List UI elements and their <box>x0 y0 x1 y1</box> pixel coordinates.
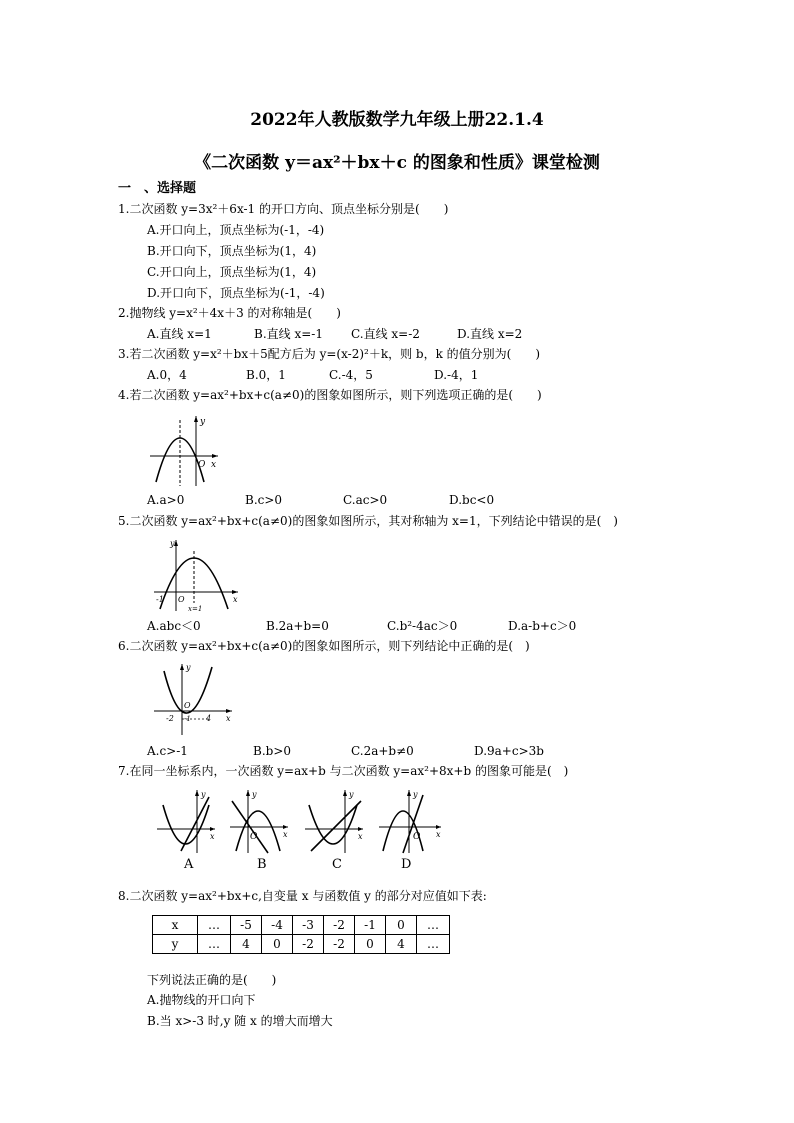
x-label: x <box>436 830 441 839</box>
table-cell: -2 <box>293 935 324 954</box>
q7-label-d: D <box>401 857 412 872</box>
q3-option-b: B.0，1 <box>246 368 286 382</box>
page-title: 2022年人教版数学九年级上册22.1.4 <box>250 110 544 130</box>
table-row-y <box>153 935 450 954</box>
q6-option-d: D.9a+c>3b <box>474 744 544 758</box>
x-label: x <box>233 595 238 604</box>
q1-option-b: B.开口向下，顶点坐标为(1，4) <box>147 244 317 258</box>
q6-option-a: A.c>-1 <box>147 744 188 758</box>
q4-option-d: D.bc<0 <box>449 493 495 507</box>
q7-stem: 7.在同一坐标系内，一次函数 y=ax+b 与二次函数 y=ax²+8x+b 的图象可能是( ) <box>118 764 569 778</box>
y-label: y <box>413 790 418 799</box>
q6-option-c: C.2a+b≠0 <box>351 744 414 758</box>
q7-graph-b <box>228 787 290 855</box>
q7-graph-c <box>303 787 365 855</box>
x-label: x <box>226 714 231 723</box>
table-cell: -4 <box>262 916 293 935</box>
table-row-x <box>153 916 450 935</box>
table-cell: -2 <box>324 935 355 954</box>
table-cell: x <box>153 916 198 935</box>
line <box>181 797 209 851</box>
q7-graph-d <box>377 787 443 855</box>
q1-option-c: C.开口向上，顶点坐标为(1，4) <box>147 265 317 279</box>
table-cell: -3 <box>293 916 324 935</box>
table-cell: … <box>198 935 231 954</box>
q7-graph-a <box>155 787 217 855</box>
y-axis-arrow <box>180 664 184 670</box>
x-axis-arrow <box>226 709 232 713</box>
q3-option-a: A.0，4 <box>147 368 187 382</box>
q1-option-a: A.开口向上，顶点坐标为(-1，-4) <box>147 223 325 237</box>
q3-option-d: D.-4，1 <box>434 368 479 382</box>
q5-graph <box>150 537 240 613</box>
origin-label: O <box>184 701 191 710</box>
q8-value-table <box>152 915 450 954</box>
table-cell: -2 <box>324 916 355 935</box>
q4-stem: 4.若二次函数 y=ax²+bx+c(a≠0)的图象如图所示，则下列选项正确的是( ) <box>118 388 542 402</box>
q6-graph <box>150 661 235 737</box>
table-cell: … <box>198 916 231 935</box>
q4-option-a: A.a>0 <box>147 493 185 507</box>
q2-option-b: B.直线 x=-1 <box>254 327 323 341</box>
x-axis-arrow <box>212 454 218 458</box>
q2-option-c: C.直线 x=-2 <box>351 327 420 341</box>
q1-stem: 1.二次函数 y=3x²＋6x-1 的开口方向、顶点坐标分别是( ) <box>118 202 449 216</box>
x-label: x <box>211 460 217 470</box>
x-axis-arrow <box>232 590 238 594</box>
parabola <box>309 805 357 844</box>
q1-option-d: D.开口向下，顶点坐标为(-1，-4) <box>147 286 325 300</box>
q7-label-b: B <box>257 857 267 872</box>
origin-label: O <box>178 595 185 604</box>
q3-option-c: C.-4，5 <box>329 368 373 382</box>
y-axis-arrow <box>174 540 178 546</box>
neg2-label: -2 <box>166 714 174 723</box>
q5-option-c: C.b²-4ac＞0 <box>387 619 458 633</box>
q2-option-a: A.直线 x=1 <box>147 327 212 341</box>
q6-option-b: B.b>0 <box>253 744 292 758</box>
table-cell: 4 <box>386 935 417 954</box>
table-cell: 0 <box>262 935 293 954</box>
axis-label: x=1 <box>188 605 203 613</box>
q7-label-c: C <box>332 857 342 872</box>
y-label: y <box>170 539 175 548</box>
x-label: x <box>210 832 215 841</box>
line <box>403 795 423 853</box>
x-label: x <box>283 830 288 839</box>
table-cell: -1 <box>355 916 386 935</box>
q5-stem: 5.二次函数 y=ax²+bx+c(a≠0)的图象如图所示，其对称轴为 x=1，下列结论中错误的是( ) <box>118 514 618 528</box>
parabola <box>383 811 423 851</box>
origin-label: O <box>198 460 206 470</box>
q4-graph <box>148 412 220 488</box>
four-label: 4 <box>206 714 212 723</box>
q2-option-d: D.直线 x=2 <box>457 327 523 341</box>
table-cell: … <box>417 935 450 954</box>
q8-option-a: A.抛物线的开口向下 <box>147 993 256 1007</box>
page-subtitle: 《二次函数 y＝ax²＋bx＋c 的图象和性质》课堂检测 <box>194 153 600 173</box>
table-cell: … <box>417 916 450 935</box>
origin-label: O <box>413 832 421 842</box>
origin-label: O <box>250 832 258 842</box>
table-cell: 0 <box>386 916 417 935</box>
table-cell: 0 <box>355 935 386 954</box>
y-label: y <box>186 663 191 672</box>
q4-option-c: C.ac>0 <box>343 493 388 507</box>
q6-stem: 6.二次函数 y=ax²+bx+c(a≠0)的图象如图所示，则下列结论中正确的是( ) <box>118 639 530 653</box>
y-label: y <box>349 790 354 799</box>
y-axis-arrow <box>194 416 198 422</box>
q8-option-b: B.当 x>-3 时,y 随 x 的增大而增大 <box>147 1014 333 1028</box>
y-label: y <box>201 790 206 799</box>
y-label: y <box>200 417 206 427</box>
y-label: y <box>252 790 257 799</box>
table-cell: -5 <box>231 916 262 935</box>
neg1-label: -1 <box>184 715 191 723</box>
q2-stem: 2.抛物线 y=x²＋4x＋3 的对称轴是( ) <box>118 306 341 320</box>
q8-stem: 8.二次函数 y=ax²+bx+c,自变量 x 与函数值 y 的部分对应值如下表: <box>118 889 487 903</box>
section-heading: 一 、选择题 <box>118 181 197 196</box>
q3-stem: 3.若二次函数 y=x²＋bx＋5配方后为 y=(x-2)²＋k，则 b，k 的值分别为( ) <box>118 347 541 361</box>
q4-option-b: B.c>0 <box>245 493 283 507</box>
q5-option-a: A.abc＜0 <box>147 619 201 633</box>
table-cell: 4 <box>231 935 262 954</box>
neg1-label: -1 <box>156 595 164 604</box>
q7-label-a: A <box>184 857 194 872</box>
table-cell: y <box>153 935 198 954</box>
q8-sub-stem: 下列说法正确的是( ) <box>147 973 277 987</box>
q5-option-d: D.a-b+c＞0 <box>508 619 577 633</box>
q5-option-b: B.2a+b=0 <box>266 619 329 633</box>
x-label: x <box>358 832 363 841</box>
